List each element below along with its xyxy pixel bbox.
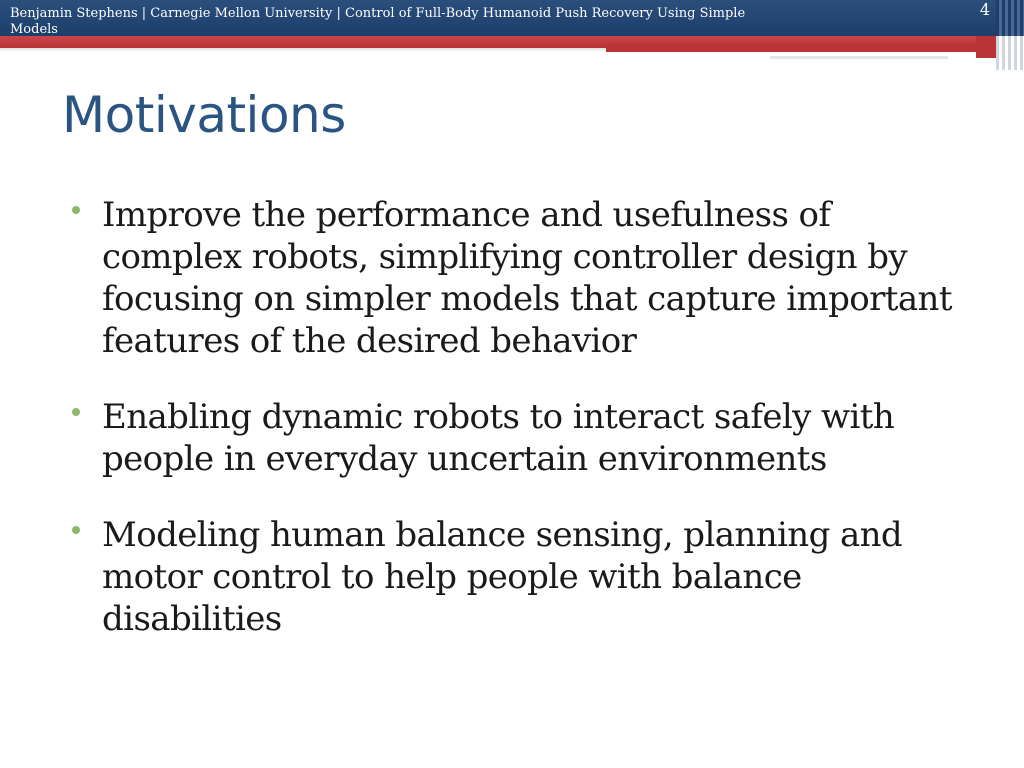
- slide-title: Motivations: [62, 86, 346, 144]
- header-corner-blue: [996, 0, 1024, 36]
- page-number: 4: [979, 0, 990, 19]
- header-corner-red: [976, 36, 996, 58]
- header-red-stripe-right: [606, 44, 996, 52]
- bullet-text: Improve the performance and usefulness of complex robots, simplifying controller design by focusing on simpler models that capture important features of the desired behavior: [102, 195, 952, 361]
- bullet-dot-icon: [72, 526, 80, 534]
- header-shadow: [0, 48, 606, 52]
- bullet-text: Modeling human balance sensing, planning and motor control to help people with balance disabilities: [102, 515, 903, 639]
- bullet-dot-icon: [72, 408, 80, 416]
- bullet-dot-icon: [72, 206, 80, 214]
- bullet-text: Enabling dynamic robots to interact safely with people in everyday uncertain environments: [102, 397, 895, 479]
- header-divider: [770, 56, 948, 59]
- footer-text: Benjamin Stephens | Carnegie Mellon University | Control of Full-Body Humanoid Push Recovery Using Simple Models: [10, 6, 746, 37]
- bullet-item: [72, 194, 972, 362]
- bullet-item: [72, 396, 972, 480]
- bullet-item: [72, 514, 972, 640]
- bullet-list: [72, 194, 972, 674]
